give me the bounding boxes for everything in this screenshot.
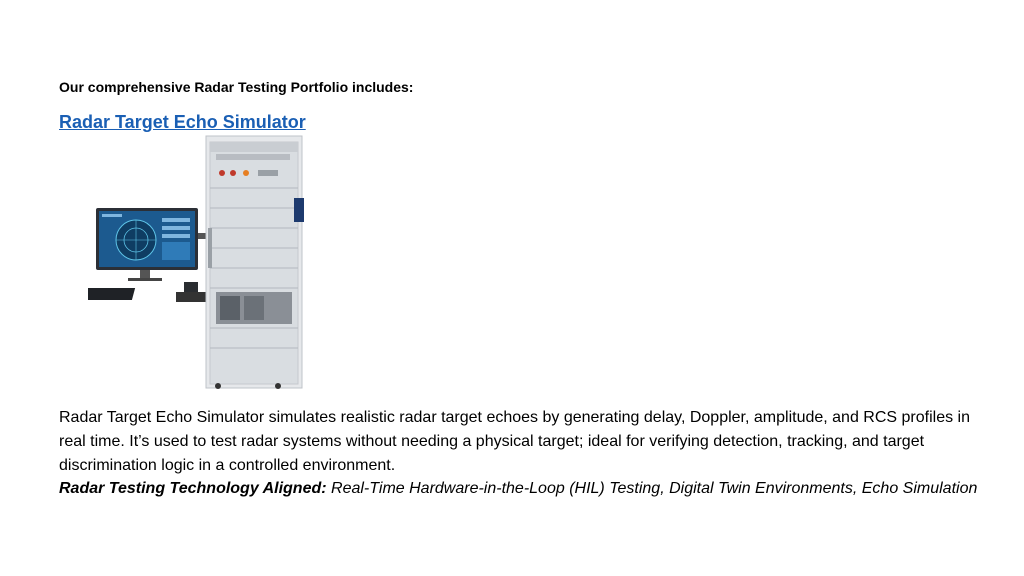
technology-aligned-line	[59, 477, 989, 501]
aligned-text: Real-Time Hardware-in-the-Loop (HIL) Testing, Digital Twin Environments, Echo Simulation	[326, 480, 978, 497]
monitor-icon	[96, 208, 198, 281]
product-description: Radar Target Echo Simulator simulates realistic radar target echoes by generating delay, Doppler, amplitude, and RCS profiles in real time. It’s used to test radar systems without needing a physical target; ideal for verifying detection, tracking, and target discrimination logic in a controlled environment.	[59, 409, 970, 474]
aligned-label: Radar Testing Technology Aligned:	[59, 480, 327, 497]
keyboard-icon	[88, 282, 206, 302]
product-title-link[interactable]: Radar Target Echo Simulator	[59, 112, 306, 132]
intro-text: Our comprehensive Radar Testing Portfolio includes:	[59, 79, 414, 95]
radar-test-cabinet-image	[88, 128, 320, 393]
